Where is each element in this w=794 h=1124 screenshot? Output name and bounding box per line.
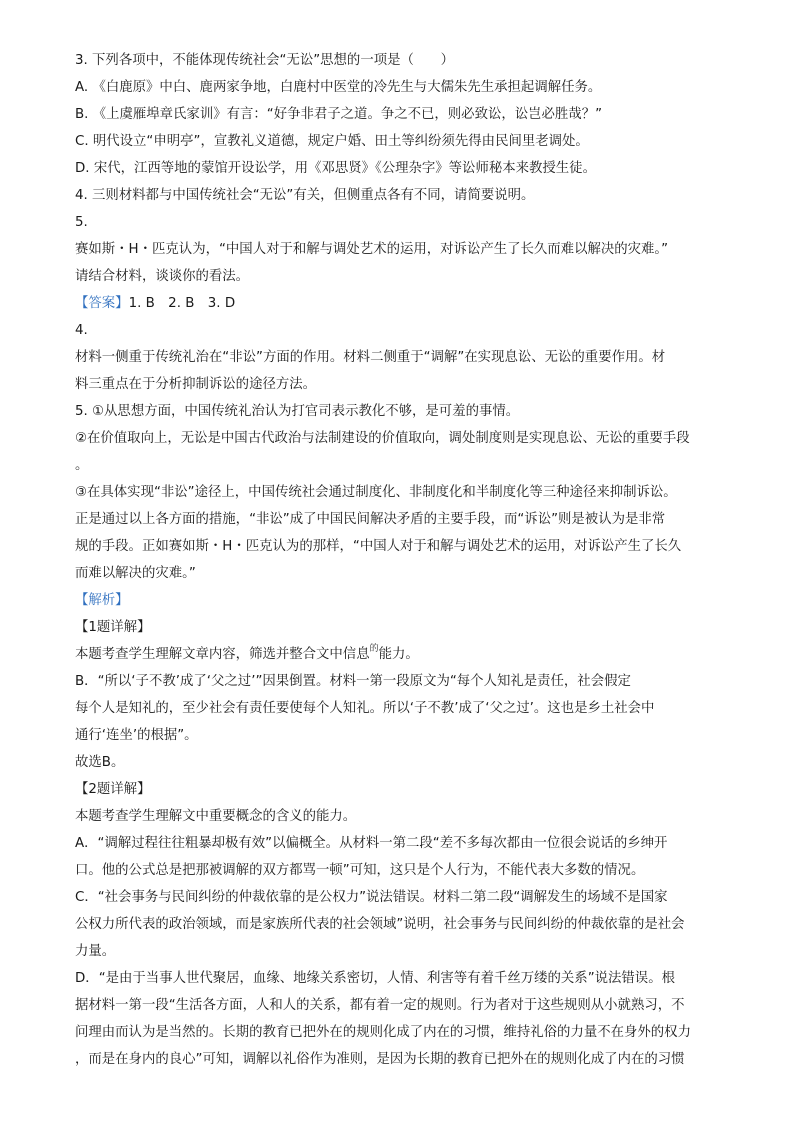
answer-5-line-1: 5. ①从思想方面，中国传统礼治认为打官司表示教化不够，是可羞的事情。 [75,404,520,419]
question-3-option-d: D. 宋代，江西等地的蒙馆开设讼学，用《邓思贤》《公理杂字》等讼师秘本来教授生徒。 [75,161,596,176]
question-3-stem: 3. 下列各项中，不能体现传统社会“无讼”思想的一项是（ ） [75,53,455,68]
question-3-option-a: A. 《白鹿原》中白、鹿两家争地，白鹿村中医堂的冷先生与大儒朱先生承担起调解任务。 [75,80,602,95]
detail-1-intro-a: 本题考查学生理解文章内容，筛选并整合文中信息 [75,647,370,662]
question-4-stem: 4. 三则材料都与中国传统社会“无讼”有关，但侧重点各有不同，请简要说明。 [75,188,535,203]
question-3-option-c: C. 明代设立“申明亭”，宣教礼义道德，规定户婚、田土等纠纷须先得由民间里老调处。 [75,134,589,149]
answer-5-line-5: 正是通过以上各方面的措施，“非讼”成了中国民间解决矛盾的主要手段，而“诉讼”则是被认为是非常 [75,512,666,527]
detail-1-intro [75,642,725,669]
detail-2-c-line-3: 力量。 [75,944,116,959]
detail-2-a-line-2: 口。他的公式总是把那被调解的双方都骂一顿”可知，这只是个人行为，不能代表大多数的情况。 [75,863,645,878]
answer-5-line-4: ③在具体实现“非讼”途径上，中国传统社会通过制度化、非制度化和半制度化等三种途径来抑制诉讼。 [75,485,677,500]
answer-5-line-6: 规的手段。正如赛如斯・H・匹克认为的那样，“中国人对于和解与调处艺术的运用，对诉讼产生了长久 [75,539,682,554]
detail-2-c-line-1: C．“社会事务与民间纠纷的仲裁依靠的是公权力”说法错误。材料二第二段“调解发生的场域不是国家 [75,890,668,905]
detail-2-d-line-2: 据材料一第一段“生活各方面，人和人的关系，都有着一定的规则。行为者对于这些规则从小就熟习，不 [75,998,685,1013]
detail-2-a-line-1: A．“调解过程往往粗暴却极有效”以偏概全。从材料一第二段“差不多每次都由一位很会说话的乡绅开 [75,836,668,851]
answer-4-number: 4. [75,323,88,338]
answer-5-line-7: 而难以解决的灾难。” [75,566,196,581]
answer-5-line-3: 。 [75,458,89,473]
analysis-label: 【解析】 [75,593,129,608]
detail-1-intro-b: 能力。 [378,647,419,662]
detail-2-c-line-2: 公权力所代表的政治领域，而是家族所代表的社会领域”说明，社会事务与民间纠纷的仲裁依靠的是社会 [75,917,685,932]
detail-1-b-line-3: 通行‘连坐’的根据”。 [75,728,198,743]
document-body [75,48,725,1074]
detail-1-b-line-2: 每个人是知礼的，至少社会有责任要使每个人知礼。所以‘子不教’成了‘父之过’。这也是乡土社会中 [75,701,655,716]
answer-4-line-2: 料三重点在于分析抑制诉讼的途径方法。 [75,377,317,392]
answer-label: 【答案】 [75,296,129,311]
detail-2-intro: 本题考查学生理解文中重要概念的含义的能力。 [75,809,357,824]
detail-2-title: 【2题详解】 [75,782,151,797]
answer-choices: 1. B 2. B 3. D [128,296,236,311]
detail-2-d-line-1: D．“是由于当事人世代聚居，血缘、地缘关系密切，人情、利害等有着千丝万缕的关系”说法错误。根 [75,971,675,986]
answer-line [75,291,725,318]
answer-4-line-1: 材料一侧重于传统礼治在“非讼”方面的作用。材料二侧重于“调解”在实现息讼、无讼的重要作用。材 [75,350,666,365]
detail-1-title: 【1题详解】 [75,620,151,635]
detail-2-d-line-4: ，而是在身内的良心”可知，调解以礼俗作为准则，是因为长期的教育已把外在的规则化成了内在的习惯 [75,1052,685,1067]
answer-5-line-2: ②在价值取向上，无讼是中国古代政治与法制建设的价值取向，调处制度则是实现息讼、无讼的重要手段 [75,431,690,446]
detail-2-d-line-3: 问理由而认为是当然的。长期的教育已把外在的规则化成了内在的习惯，维持礼俗的力量不在身外的权力 [75,1025,691,1040]
question-5-quote: 赛如斯・H・匹克认为，“中国人对于和解与调处艺术的运用，对诉讼产生了长久而难以解决的灾难。” [75,242,669,257]
question-3-option-b: B. 《上虞雁埠章氏家训》有言：“好争非君子之道。争之不已，则必致讼，讼岂必胜哉？” [75,107,603,122]
detail-1-intro-mark: 的 [369,644,379,654]
detail-1-b-line-1: B．“所以‘子不教’成了‘父之过’”因果倒置。材料一第一段原文为“每个人知礼是责任，社会假定 [75,674,631,689]
detail-1-choose: 故选B。 [75,755,125,770]
question-5-prompt: 请结合材料，谈谈你的看法。 [75,269,250,284]
question-5-number: 5. [75,215,88,230]
